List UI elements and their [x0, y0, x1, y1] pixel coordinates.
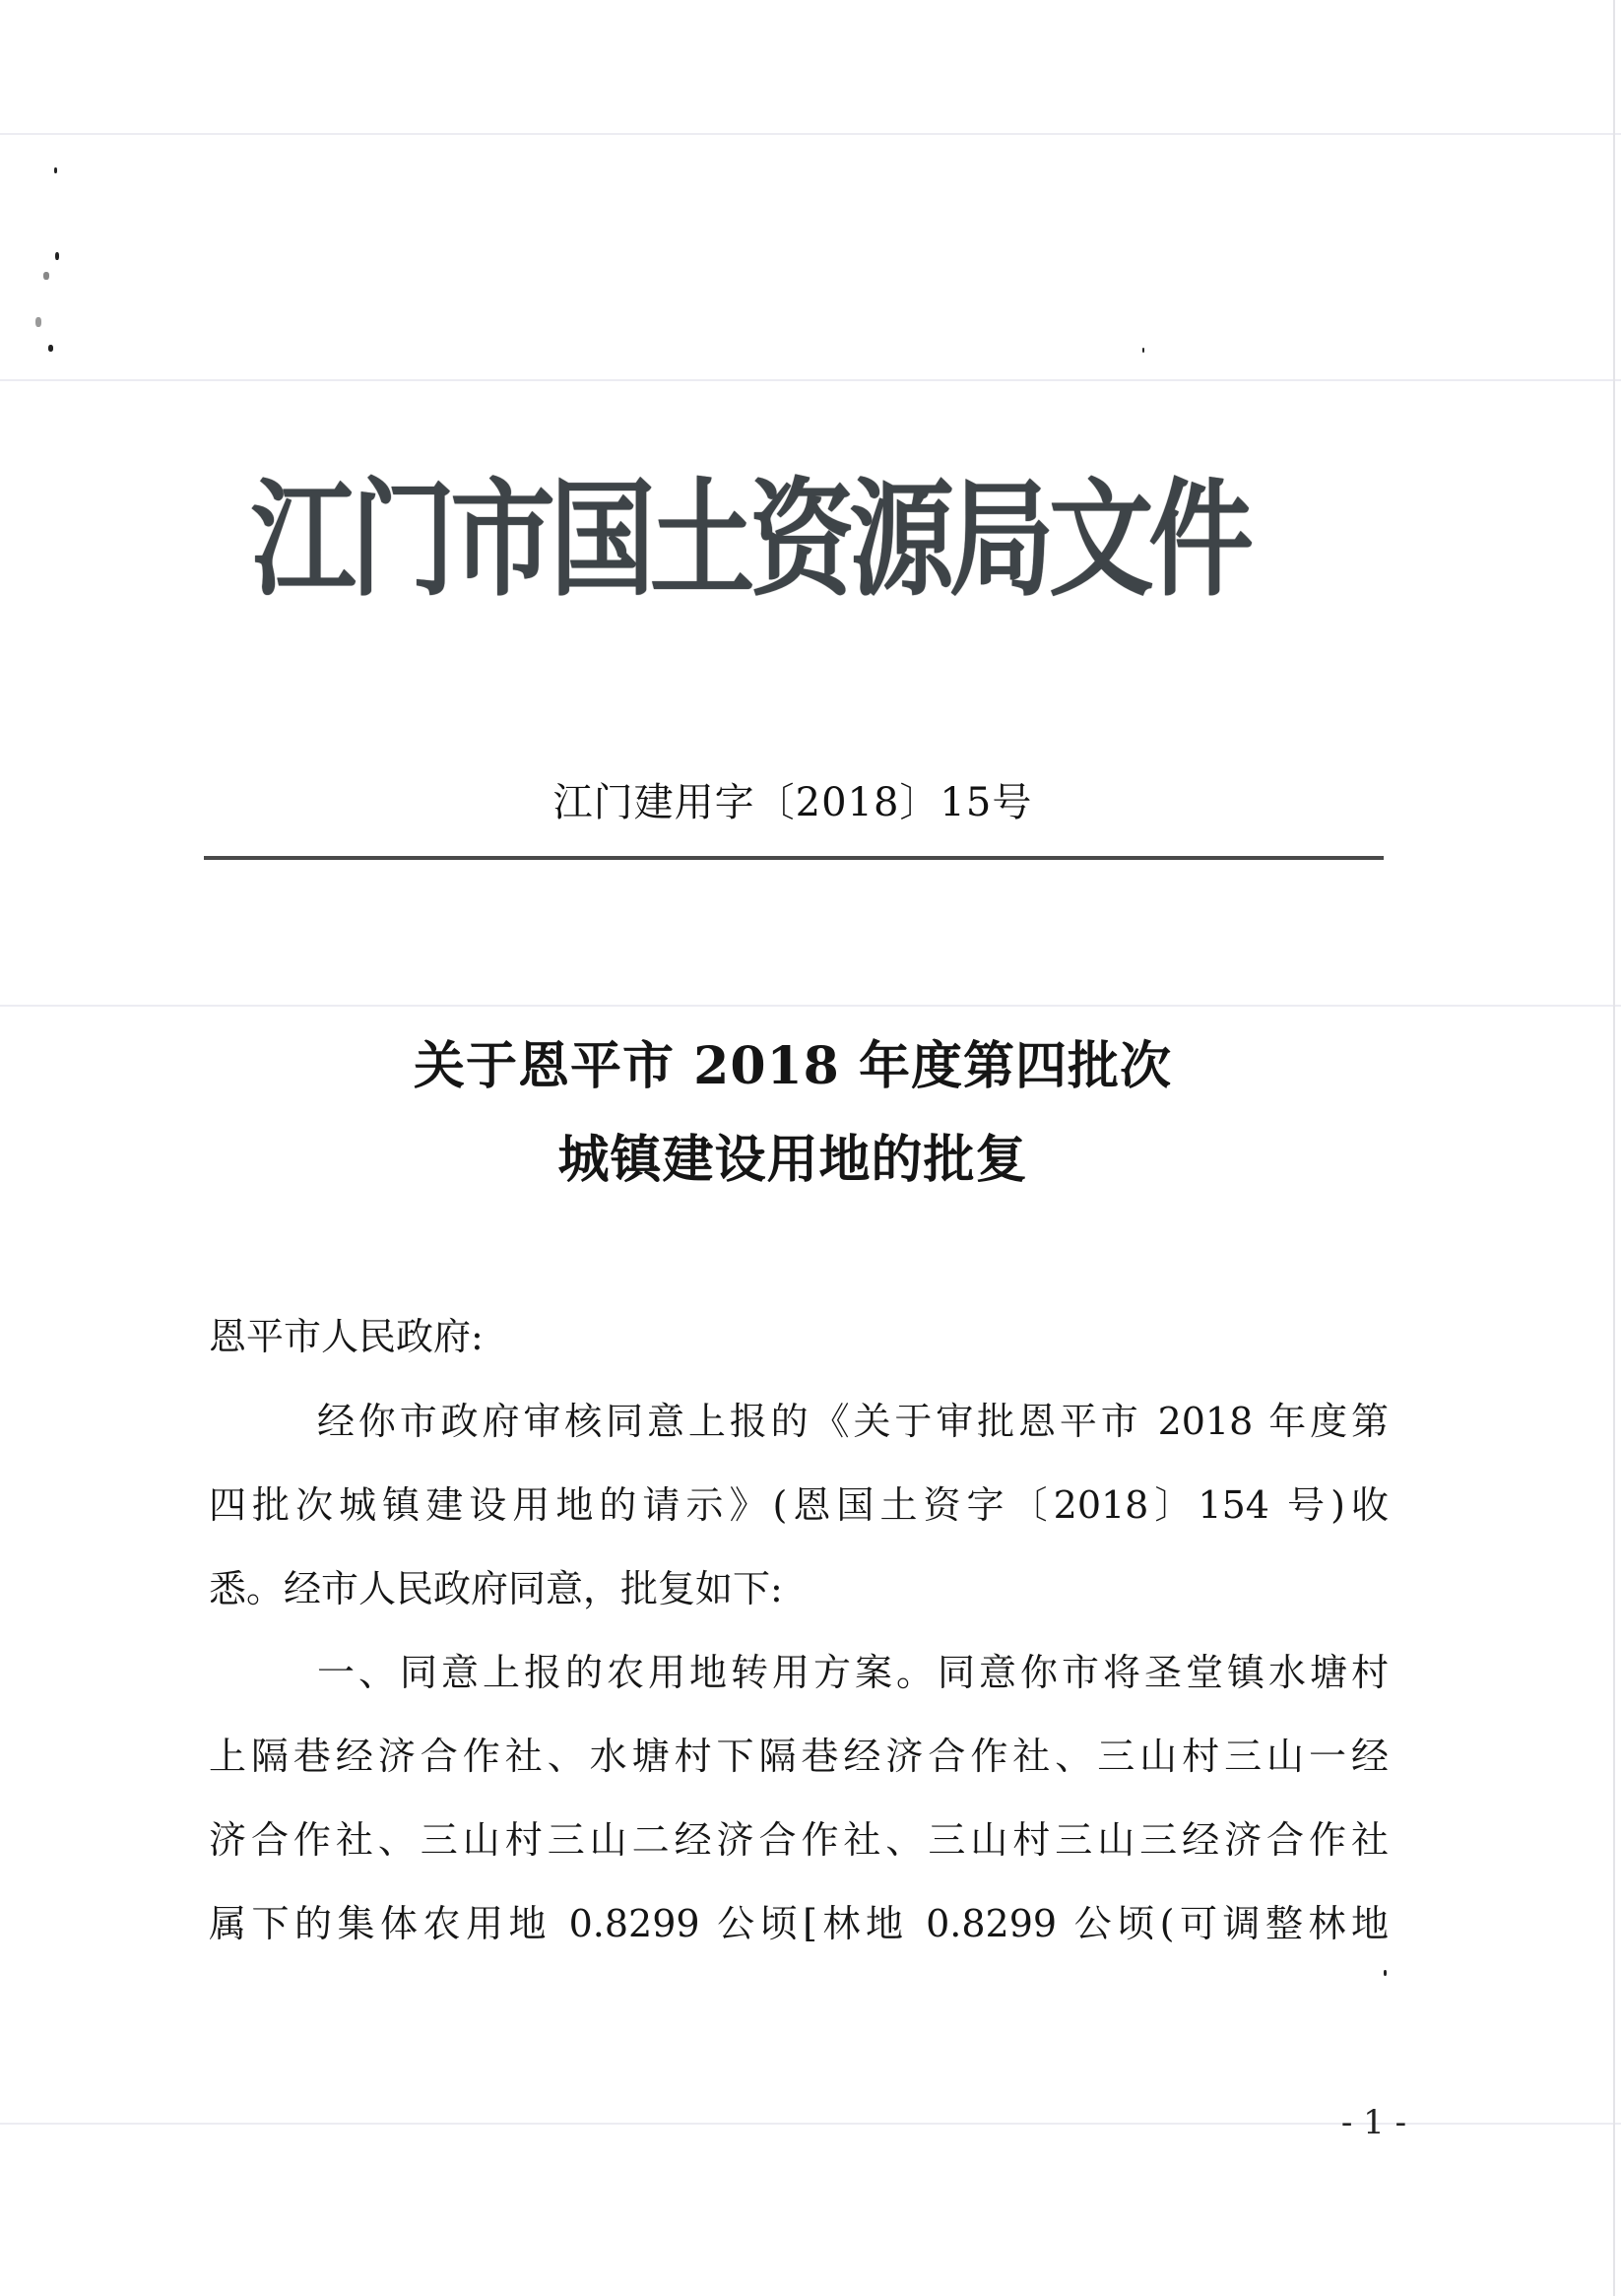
page-edge-line [1613, 0, 1615, 2296]
body-line: 一、同意上报的农用地转用方案。同意你市将圣堂镇水塘村 [317, 1651, 1389, 1694]
scan-speck [1142, 348, 1144, 353]
scan-line [0, 133, 1621, 135]
subject-title-line-1: 关于恩平市 2018 年度第四批次 [414, 1036, 1172, 1096]
body-line: 经你市政府审核同意上报的《关于审批恩平市 2018 年度第 [317, 1400, 1389, 1443]
scan-line [0, 379, 1621, 381]
issuer-header: 江门市国土资源局文件 [251, 466, 1249, 614]
body-line: 济合作社、三山村三山二经济合作社、三山村三山三经济合作社 [209, 1818, 1389, 1862]
subject-title-line-2: 城镇建设用地的批复 [557, 1130, 1028, 1190]
scan-line [0, 1005, 1621, 1007]
document-number: 江门建用字〔2018〕15号 [552, 780, 1033, 825]
header-divider [204, 856, 1384, 860]
body-line: 悉。经市人民政府同意，批复如下: [209, 1567, 783, 1610]
scan-speck [35, 317, 41, 327]
salutation: 恩平市人民政府: [209, 1315, 484, 1358]
page-number: - 1 - [1340, 2103, 1407, 2142]
scan-speck [55, 252, 59, 260]
body-line: 四批次城镇建设用地的请示》(恩国土资字〔2018〕154 号)收 [209, 1483, 1389, 1527]
scan-speck [48, 345, 53, 352]
scan-speck [43, 272, 49, 280]
body-line: 属下的集体农用地 0.8299 公顷[林地 0.8299 公顷(可调整林地 [209, 1902, 1389, 1945]
body-line: 上隔巷经济合作社、水塘村下隔巷经济合作社、三山村三山一经 [209, 1735, 1389, 1778]
scan-speck [1384, 1970, 1387, 1976]
scan-speck [54, 167, 57, 173]
